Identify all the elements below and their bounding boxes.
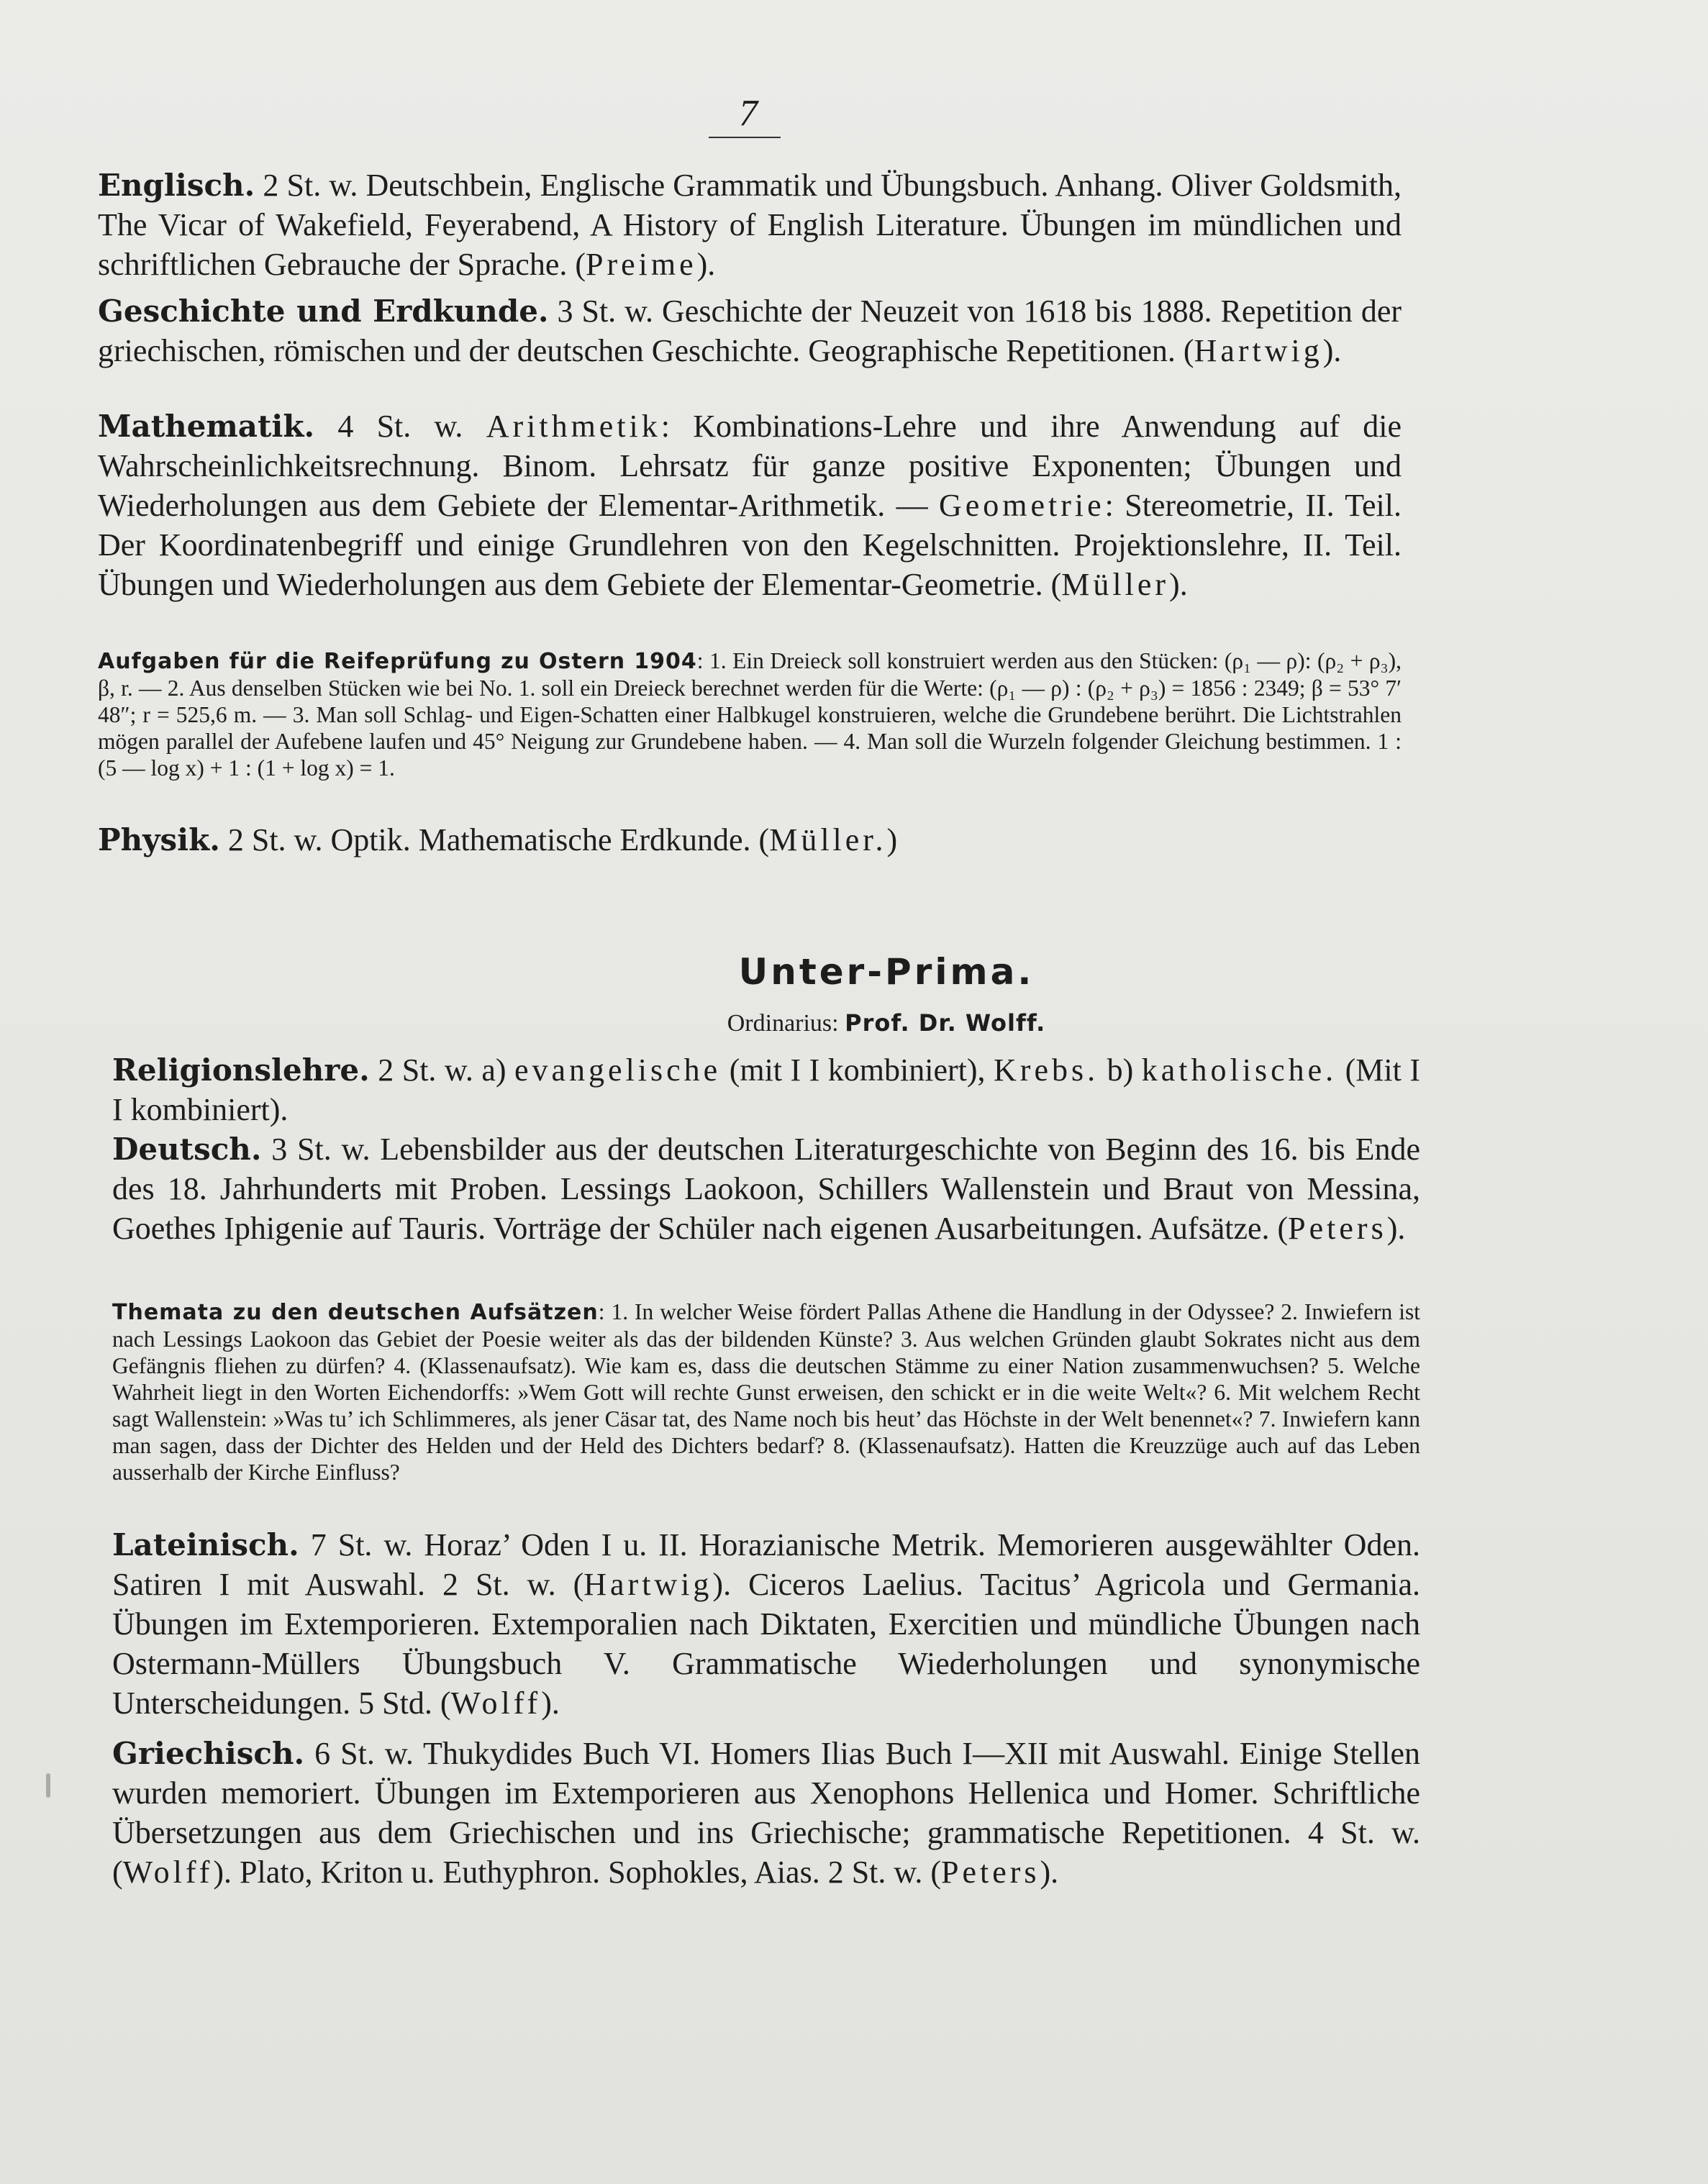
paragraph-religion (112, 1050, 1420, 1129)
label-katholische: katholische. (1141, 1052, 1337, 1088)
label-aufgaben: Aufgaben für die Reifeprüfung zu Ostern 1904 (98, 649, 697, 674)
text-griechisch-end: ). (1040, 1855, 1059, 1890)
paragraph-lateinisch (112, 1525, 1420, 1723)
teacher-religion: Krebs. (994, 1052, 1099, 1088)
text-physik: 2 St. w. Optik. Mathematische Erdkunde. ( (219, 822, 770, 857)
text-physik-end: ) (886, 822, 898, 857)
text-geschichte-end: ). (1322, 333, 1342, 368)
paragraph-mathematik (98, 406, 1402, 604)
text-religion-2: (mit I I kombiniert), (721, 1052, 994, 1088)
heading-lateinisch: Lateinisch. (112, 1527, 299, 1562)
text-mathematik-end: ). (1169, 567, 1188, 602)
section-griechisch (112, 1734, 1420, 1892)
teacher-englisch: Preime (586, 247, 697, 282)
text-griechisch-2: ). Plato, Kriton u. Euthyphron. Sophokles, Aias. 2 St. w. ( (213, 1855, 941, 1890)
text-religion-1: 2 St. w. a) (369, 1052, 514, 1088)
heading-geschichte: Geschichte und Erdkunde. (98, 294, 549, 329)
teacher-griechisch-2: Peters (940, 1855, 1040, 1890)
section-deutsch (112, 1129, 1420, 1248)
paragraph-geschichte (98, 291, 1402, 370)
text-arithmetik: : Kombinations-Lehre und ihre Anwendung auf die Wahrscheinlichkeitsrechnung. Binom. Lehrsatz für ganze positive Exponenten; Übungen und Wiederholungen aus dem Gebiete der Elementar-Arithmetik. — (98, 409, 1402, 523)
ordinarius-line (0, 1009, 1708, 1037)
label-evangelische: evangelische (514, 1052, 722, 1088)
ordinarius-name: Prof. Dr. Wolff. (845, 1009, 1046, 1037)
label-themata: Themata zu den deutschen Aufsätzen (112, 1300, 599, 1325)
label-geometrie: Geometrie (938, 488, 1105, 523)
teacher-mathematik: Müller (1061, 567, 1170, 602)
text-englisch-end: ). (696, 247, 716, 282)
paragraph-englisch (98, 165, 1402, 284)
text-lateinisch-end: ). (541, 1685, 560, 1721)
paragraph-physik (98, 820, 1402, 860)
text-aufgaben: : 1. Ein Dreieck soll konstruiert werden aus den Stücken: (ρ₁ — ρ): (ρ₂ + ρ₃), β, r. — 2. Aus denselben Stücken wie bei No. 1. soll ein Dreieck berechnet werden für die Werte: (ρ₁ — ρ) : (ρ₂ + ρ₃) = 1856 : 2349; β = 53° 7′ 48″; r = 525,6 m. — 3. Man soll Schlag- und Eigen-Schatten einer Halbkugel konstruieren, welche die Grundebene berührt. Die Lichtstrahlen mögen parallel der Aufebene laufen und 45° Neigung zur Grundebene haben. — 4. Man soll die Wurzeln folgender Gleichung bestimmen. 1 : (5 — log x) + 1 : (1 + log x) = 1. (98, 648, 1402, 781)
text-lateinisch: 7 St. w. Horaz’ Oden I u. II. Horazianische Metrik. Memorieren ausgewählter Oden. Satiren I mit Auswahl. 2 St. w. ( (112, 1527, 1420, 1602)
section-religion (112, 1050, 1420, 1129)
section-mathematik (98, 406, 1402, 604)
heading-griechisch: Griechisch. (112, 1736, 305, 1771)
text-griechisch: 6 St. w. Thukydides Buch VI. Homers Ilias Buch I—XII mit Auswahl. Einige Stellen wurden memoriert. Übungen im Extemporieren aus Xenophons Hellenica und Homer. Schriftliche Übersetzungen aus dem Griechischen und ins Griechische; grammatische Repetitionen. 4 St. w. ( (112, 1736, 1420, 1890)
heading-mathematik: Mathematik. (98, 409, 315, 444)
ink-speck (46, 1773, 50, 1798)
text-geschichte: 3 St. w. Geschichte der Neuzeit von 1618 bis 1888. Repetition der griechischen, römischen und der deutschen Geschichte. Geographische Repetitionen. ( (98, 294, 1402, 368)
class-title: Unter-Prima. (738, 951, 1035, 993)
section-aufgaben (98, 647, 1402, 781)
text-religion-4: (Mit I I kombiniert). (112, 1052, 1420, 1127)
paragraph-deutsch (112, 1129, 1420, 1248)
page-number-rule (709, 137, 781, 138)
label-arithmetik: Arithmetik (486, 409, 661, 444)
teacher-geschichte: Hartwig (1194, 333, 1323, 368)
text-deutsch-end: ). (1386, 1211, 1406, 1246)
page-number: 7 (739, 93, 758, 134)
teacher-lateinisch-1: Hartwig (583, 1567, 713, 1602)
text-lateinisch-2: ). Ciceros Laelius. Tacitus’ Agricola und Germania. Übungen im Extemporieren. Extemporalien nach Diktaten, Exercitien und mündliche Übungen nach Ostermann-Müllers Übungsbuch V. Grammatische Wiederholungen und synonymische Unterscheidungen. 5 Std. ( (112, 1567, 1420, 1721)
text-geometrie: : Stereometrie, II. Teil. Der Koordinatenbegriff und einige Grundlehren von den Kegelschnitten. Projektionslehre, II. Teil. Übungen und Wiederholungen aus dem Gebiete der Elementar-Geometrie. ( (98, 488, 1402, 602)
ordinarius-label: Ordinarius: (727, 1010, 845, 1037)
paragraph-griechisch (112, 1734, 1420, 1892)
text-themata: : 1. In welcher Weise fördert Pallas Athene die Handlung in der Odyssee? 2. Inwiefern ist nach Lessings Laokoon das Gebiet der Poesie weiter als das der bildenden Künste? 3. Aus welchen Gründen glaubt Sokrates nicht aus dem Gefängnis fliehen zu dürfen? 4. (Klassenaufsatz). Wie kam es, dass die deutschen Stämme zu einer Nation zusammenwuchsen? 5. Welche Wahrheit liegt in den Worten Eichendorffs: »Wem Gott will rechte Gunst erweisen, den schickt er in die weite Welt«? 6. Mit welchem Recht sagt Wallenstein: »Was tu’ ich Schlimmeres, als jener Cäsar tat, des Name noch bis heut’ das Höchste in der Welt benennet«? 7. Inwiefern kann man sagen, dass der Dichter des Helden und der Held des Dichters bedarf? 8. (Klassenaufsatz). Hatten die Kreuzzüge auch auf das Leben ausserhalb der Kirche Einfluss? (112, 1299, 1420, 1485)
section-lateinisch (112, 1525, 1420, 1723)
teacher-lateinisch-2: Wolff (450, 1685, 542, 1721)
heading-physik: Physik. (98, 822, 220, 857)
paragraph-aufgaben (98, 647, 1402, 781)
teacher-griechisch-1: Wolff (122, 1855, 214, 1890)
text-mathematik-hours: 4 St. w. (314, 409, 486, 444)
heading-religion: Religionslehre. (112, 1052, 370, 1088)
section-englisch (98, 165, 1402, 284)
paragraph-themata (112, 1298, 1420, 1485)
teacher-deutsch: Peters (1288, 1211, 1387, 1246)
heading-deutsch: Deutsch. (112, 1132, 262, 1167)
section-themata (112, 1298, 1420, 1485)
teacher-physik: Müller. (769, 822, 887, 857)
text-religion-3: b) (1099, 1052, 1142, 1088)
section-physik (98, 820, 1402, 860)
text-englisch: 2 St. w. Deutschbein, Englische Grammatik und Übungsbuch. Anhang. Oliver Goldsmith, The Vicar of Wakefield, Feyerabend, A History of English Literature. Übungen im mündlichen und schriftlichen Gebrauche der Sprache. ( (98, 168, 1402, 282)
text-deutsch: 3 St. w. Lebensbilder aus der deutschen Literaturgeschichte von Beginn des 16. bis Ende des 18. Jahrhunderts mit Proben. Lessings Laokoon, Schillers Wallenstein und Braut von Messina, Goethes Iphigenie auf Tauris. Vorträge der Schüler nach eigenen Ausarbeitungen. Aufsätze. ( (112, 1132, 1420, 1246)
heading-englisch: Englisch. (98, 168, 255, 203)
section-geschichte (98, 291, 1402, 370)
